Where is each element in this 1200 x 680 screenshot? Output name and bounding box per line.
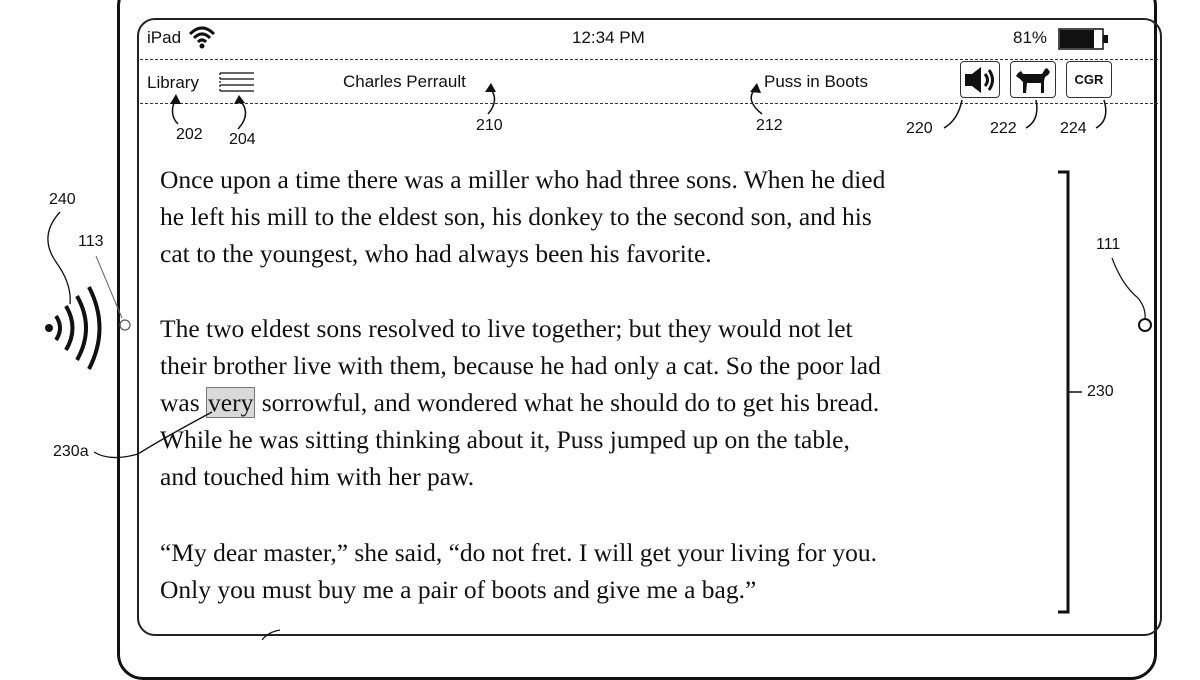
text-line: “My dear master,” she said, “do not fret. I will get your living for you. xyxy=(160,538,878,567)
highlighted-word[interactable]: very xyxy=(208,388,254,417)
battery-icon xyxy=(1058,27,1110,51)
leader-240 xyxy=(48,212,70,304)
ref-222: 222 xyxy=(990,120,1017,137)
book-title: Puss in Boots xyxy=(764,72,868,91)
paragraph-1 xyxy=(160,161,885,272)
ref-212: 212 xyxy=(756,117,783,134)
ref-224: 224 xyxy=(1060,120,1087,137)
text-line: their brother live with them, because he had only a cat. So the poor lad xyxy=(160,351,881,380)
text-line: he left his mill to the eldest son, his donkey to the second son, and his xyxy=(160,202,872,231)
battery-percent: 81% xyxy=(1013,28,1048,47)
text-line: and touched him with her paw. xyxy=(160,462,475,491)
cgr-button[interactable]: CGR xyxy=(1066,61,1112,98)
text-line: The two eldest sons resolved to live together; but they would not let xyxy=(160,314,853,343)
text-line: While he was sitting thinking about it, Puss jumped up on the table, xyxy=(160,425,850,454)
library-button[interactable]: Library xyxy=(147,73,199,92)
text-line: cat to the youngest, who had always been his favorite. xyxy=(160,239,712,268)
ref-113: 113 xyxy=(78,233,104,250)
wifi-icon xyxy=(187,24,217,50)
text-line xyxy=(160,384,881,421)
ref-240: 240 xyxy=(49,191,76,208)
wireless-signal-icon xyxy=(45,287,100,369)
paragraph-2 xyxy=(160,310,881,495)
paragraph-3 xyxy=(160,534,877,608)
ref-202: 202 xyxy=(176,126,203,143)
text-fragment: was xyxy=(160,388,207,417)
dog-icon xyxy=(1012,63,1054,97)
text-fragment: sorrowful, and wondered what he should do to get his bread. xyxy=(255,388,880,417)
text-line: Once upon a time there was a miller who had three sons. When he died xyxy=(160,165,886,194)
text-line: Only you must buy me a pair of boots and give me a bag.” xyxy=(160,575,757,604)
menu-icon[interactable] xyxy=(218,71,256,93)
ref-210: 210 xyxy=(476,117,503,134)
speaker-icon xyxy=(962,64,998,96)
toolbar-top-divider xyxy=(140,59,1158,60)
ref-220: 220 xyxy=(906,120,933,137)
ref-111: 111 xyxy=(1096,236,1121,253)
status-time: 12:34 PM xyxy=(572,28,645,47)
ref-204: 204 xyxy=(229,131,256,148)
audio-button[interactable] xyxy=(960,61,1000,98)
ref-230a: 230a xyxy=(53,443,89,460)
toolbar-bottom-divider xyxy=(140,103,1158,104)
author-name: Charles Perrault xyxy=(343,72,466,91)
dog-button[interactable] xyxy=(1010,61,1056,98)
ref-230: 230 xyxy=(1087,383,1114,400)
device-label: iPad xyxy=(147,28,182,47)
